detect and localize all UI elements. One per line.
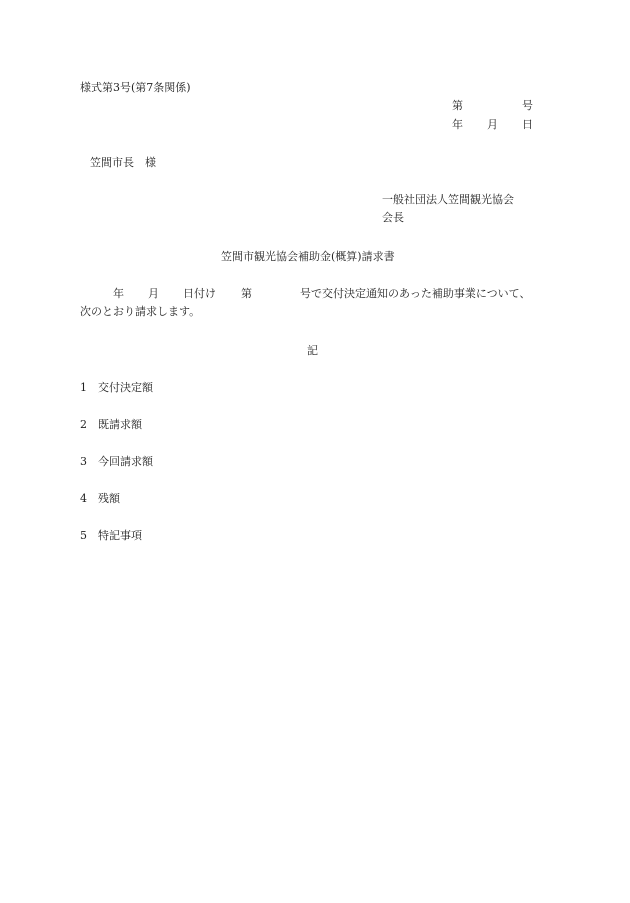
form-number: 様式第3号(第7条関係)	[80, 81, 191, 94]
item-number: 2	[80, 418, 87, 431]
doc-date-year: 年	[452, 118, 463, 131]
item-label: 既請求額	[98, 418, 142, 431]
sender-title: 会長	[382, 211, 404, 224]
item-label: 残額	[98, 492, 120, 505]
addressee: 笠間市長 様	[90, 156, 156, 169]
doc-number-dai: 第	[452, 99, 463, 112]
body-month: 月	[148, 287, 159, 300]
item-number: 5	[80, 529, 87, 542]
ki-heading: 記	[307, 344, 318, 357]
body-year: 年	[113, 287, 124, 300]
item-number: 4	[80, 492, 87, 505]
item-label: 交付決定額	[98, 381, 153, 394]
document-title: 笠間市観光協会補助金(概算)請求書	[221, 250, 395, 263]
item-number: 1	[80, 381, 87, 394]
doc-date-month: 月	[487, 118, 498, 131]
body-dai: 第	[241, 287, 252, 300]
body-line1-rest: 号で交付決定通知のあった補助事業について、	[300, 287, 531, 300]
item-label: 特記事項	[98, 529, 142, 542]
body-line2: 次のとおり請求します。	[80, 305, 201, 318]
item-label: 今回請求額	[98, 455, 153, 468]
doc-number-go: 号	[522, 99, 533, 112]
sender-organization: 一般社団法人笠間観光協会	[382, 193, 514, 206]
doc-date-day: 日	[522, 118, 533, 131]
body-day-suffix: 日付け	[183, 287, 216, 300]
item-number: 3	[80, 455, 87, 468]
